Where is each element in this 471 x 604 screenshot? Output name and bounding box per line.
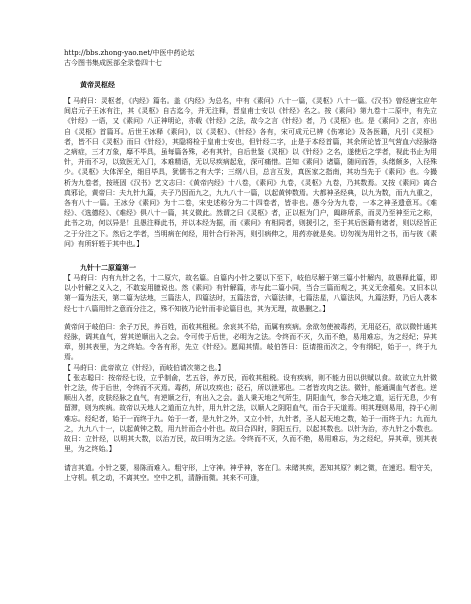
paragraph-mashi-note: 【 马莳曰：此帝欲立《针经》，而岐伯请次第之也。】 — [64, 363, 225, 372]
section-title-jiuzhen: 九针十二原篇第一 — [80, 263, 136, 273]
paragraph-xiaozhen-dao: 请言其道。小针之要，易陈而难入。粗守形，上守神。神乎神，客在门。未睹其疾，恶知其原？刺之微，在速迟。粗守关，上守机。机之动，不离其空。空中之机，清静而微。其来不可逢， — [64, 463, 437, 482]
paragraph-intro-commentary: 【 马莳曰：灵枢者，《内经》篇名。盖《内经》为总名，中有《素问》八十一篇，《灵枢》八十一篇。《汉书》曾经唐宝应年间启元子王冰有注，其《灵枢》自古迄今，并无注释，晋皇甫士安以《针经》名之。按《素问》第九卷十二原中，有先立《针经》一语，又《素问》八正神明论，亦载《针经》之法，故今之言《针经》者，乃《灵枢》也。是《素问》之言，亦出自《灵枢》首篇耳。后世王冰释《素问》，以《灵枢》、《针经》各有，宋可成元已辨《伤寒论》及各医籍，凡引《灵枢》者，皆不曰《灵枢》而曰《针经》，其隐将检于皇甫士安也，但针经二字，止是于本经首篇，其余所论皆卫气营血六经脉络之病症，三才万象，靡不毕具，虽每篇各殊，必有其针，自后世鉴《灵枢》以《针经》之名，遂使后之学者，视此书止为用针，并而不习，以致医无入门，本难精语，无以尽疾病起危，深可痛惜。岂知《素问》诸篇，随问而答，头绪颇多，入径殊少。《灵枢》大体浑全，细目毕具，犹儒书之有大学；三纲八目，总言互发，真医家之指南，其功当先于《素问》也。今撮析为九卷者，按班固《汉书》艺文志曰：《黄帝内经》十八卷，《素问》九卷，《灵枢》九卷，乃其数焉。又按《素问》离合真邪论，黄帝曰：夫九针九篇，夫子乃因而九之，九九八十一篇，以起黄钟数焉。大都神圣经典，以九为数，而九九重之，各有八十一篇。王冰分《素问》为十二卷，宋史述称分为二十四卷者，皆非也。愚今分为九卷，一本之神圣遗意耳。《难经》、《选德经》、《难经》俱八十一篇，其义微此。然谓之曰《灵枢》者，正以枢为门户，阖辟所系，而灵乃至神至元之称，此书之功，何以异是！且愚注释此书，并以本经为据，而《素问》有相同者，则援引之，至于其后医籍有诸者，则以经旨正之于分注之下。然后之学者，当明病在何经，用针合行补泻，则引病伸之，用药亦就是矣。切勿视为用针之书，而与彼《素问》有所轩轾于其中也。】 — [64, 97, 437, 248]
section-title-lingshu: 黄帝灵枢经 — [80, 80, 115, 89]
site-url[interactable]: http://bbs.zhong-yao.net/中医中药论坛 — [64, 49, 195, 57]
paragraph-zhang-commentary: 【 张志聪曰：按帝经七设，立乎制俞，艺五谷，养万民，而收其租税。设有疾病，则不能力田以供赋以食。故欲立九针微针之法，传于后世，令终而不灭焉。毒药，所以攻疾也；砭石，所以泄邪也。二者皆攻肉之法。微针，能通调血气者也。逆顺出入者，皮肤经脉之血气，有逆顺之行，有出入之会。盖人秉天地之气所生，阴阳血气，参合天地之道，运行无息，少有留滞，则为疾病。故帝以天地人之道而立九针，用九针之法，以顺人之阴阳血气，而合于天道焉。明其理则易用，持于心则难忘。经纪者，始于一而终于九。始于一者，是九针之外，又立小针，九针者，圣人起天地之数，始于一而终于九；九而九之，九九八十一，以起黄钟之数，用九针而合小针也。故曰合四时，阴阳五行，以起其数也。以针为治，亦九针之小数也。故曰：立针经，以明其大数，以治万民，故曰明为之法。令终而不灭，久而不绝，易用难忘，为之经纪，异其章，别其表里，为之终始。】 — [64, 373, 437, 454]
book-title: 古今图书集成医部全录卷四十七 — [64, 59, 162, 67]
paragraph-jiuzhen-commentary: 【 马莳曰：内有九针之名，十二原穴，故名篇。自篇内小针之要以下至下，岐伯尽解于第三篇小针解内，故愚释此篇，即以小针解之义入之，不敢妄用臆说也。然《素问》有针解篇，亦与此二篇小同，当合三篇而观之，其义无余蕴矣。又旧本以第一篇为法天，第二篇为法地，三篇法人，四篇法时，五篇法音，六篇法律，七篇法星，八篇法风，九篇法野，乃后人袭本经七十八篇用针之意而分注之，殊不知彼乃论针而非论篇目也，其为无理，故愚删之。】 — [64, 274, 437, 313]
paragraph-huangdi-question: 黄帝问于岐伯曰：余子万民，养百姓，而收其租税。余哀其不给，而属有疾病。余欲勿使被毒药，无用砭石，欲以微针通其经脉，调其血气，营其逆顺出入之会。令可传于后世，必明为之法。令终而不灭，久而不绝，易用难忘，为之经纪；异其章，别其表里，为之终始。令各有形，先立《针经》。愿闻其情。岐伯答曰：臣请推而次之，令有纲纪，始于一，终于九焉。 — [64, 322, 437, 362]
